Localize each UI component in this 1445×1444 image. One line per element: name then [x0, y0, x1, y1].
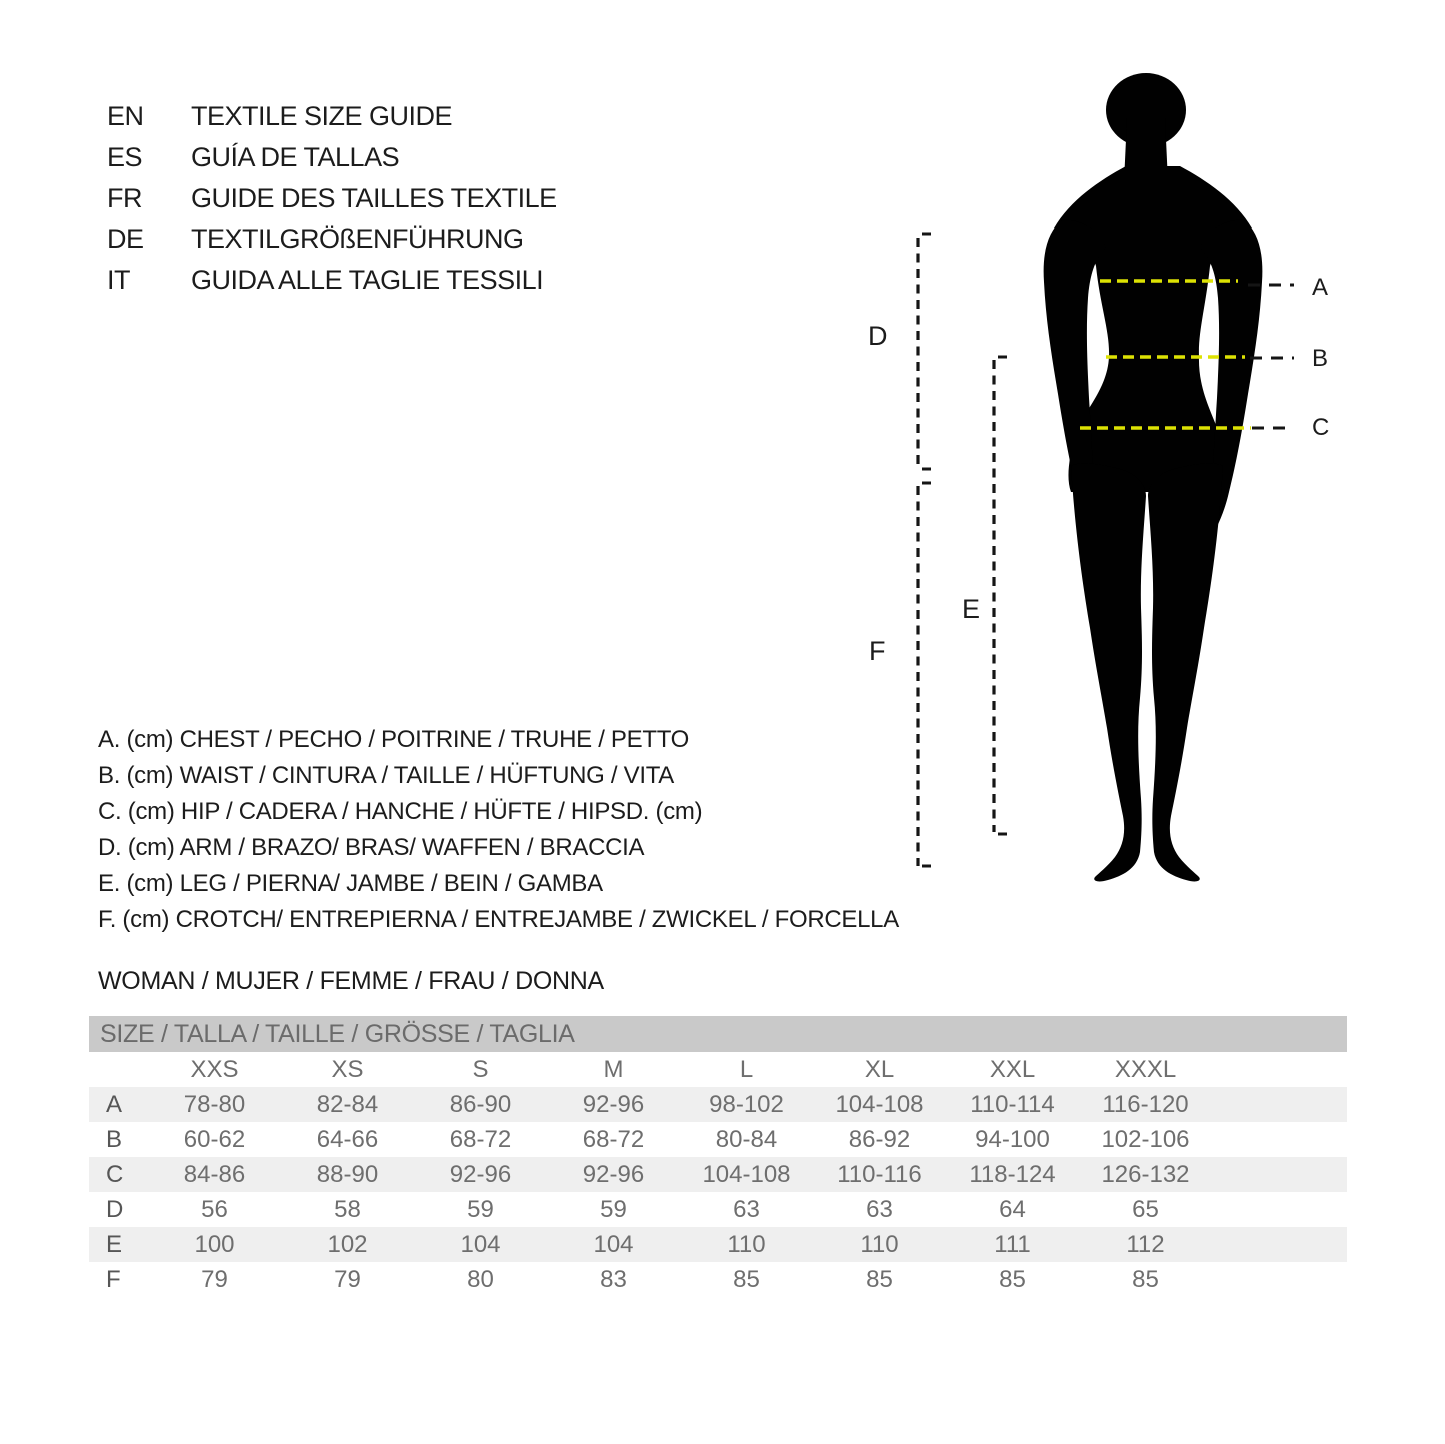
language-code: ES [107, 142, 143, 172]
marker-label-chest: A [1312, 274, 1329, 301]
woman-silhouette-figure [840, 50, 1360, 910]
language-code: DE [107, 224, 144, 254]
cell-value: 98-102 [709, 1091, 784, 1118]
cell-value: 86-92 [848, 1126, 911, 1153]
cell-value: 112 [1126, 1231, 1165, 1258]
left-leg-shape [1071, 463, 1146, 881]
size-table-header-row [89, 1052, 1347, 1087]
filler-cell [1212, 1262, 1347, 1297]
cell-value: 111 [994, 1231, 1031, 1258]
filler-cell [1212, 1052, 1347, 1087]
cell-value: 88-90 [316, 1161, 379, 1188]
woman-silhouette [1044, 73, 1263, 881]
row-label: C [106, 1161, 124, 1188]
measurement-desc-hip: C. (cm) HIP / CADERA / HANCHE / HÜFTE / HIPSD. (cm) [98, 798, 703, 825]
cell-value: 104 [460, 1231, 501, 1258]
size-table [89, 1016, 1347, 1297]
table-row-chest [89, 1087, 1347, 1122]
language-row-it [107, 260, 557, 301]
marker-label-hip: C [1312, 414, 1330, 441]
body-measurement-diagram [840, 50, 1360, 910]
right-leg-shape [1148, 463, 1223, 881]
guide-title: GUIDE DES TAILLES TEXTILE [191, 183, 557, 213]
cell-value: 100 [194, 1231, 235, 1258]
cell-value: 104 [593, 1231, 634, 1258]
language-title-list [107, 96, 557, 301]
leg-dimension-ticks [998, 357, 1007, 834]
language-row-fr [107, 178, 557, 219]
cell-value: 63 [866, 1196, 893, 1223]
filler-cell [1212, 1227, 1347, 1262]
cell-value: 65 [1132, 1196, 1159, 1223]
arm-dimension-ticks [922, 234, 931, 469]
cell-value: 56 [201, 1196, 228, 1223]
size-col-xs: XS [331, 1056, 364, 1083]
cell-value: 85 [1132, 1266, 1159, 1293]
cell-value: 64 [999, 1196, 1026, 1223]
size-header-empty [89, 1052, 148, 1087]
language-code: FR [107, 183, 142, 213]
gender-heading: WOMAN / MUJER / FEMME / FRAU / DONNA [98, 967, 604, 995]
row-label: E [106, 1231, 123, 1258]
cell-value: 83 [600, 1266, 627, 1293]
filler-cell [1212, 1122, 1347, 1157]
table-row-arm [89, 1192, 1347, 1227]
cell-value: 102-106 [1101, 1126, 1190, 1153]
row-label: F [106, 1266, 121, 1293]
size-col-xl: XL [864, 1056, 895, 1083]
cell-value: 116-120 [1102, 1091, 1189, 1118]
cell-value: 110 [860, 1231, 899, 1258]
size-col-xxl: XXL [989, 1056, 1036, 1083]
filler-cell [1212, 1087, 1347, 1122]
row-label: D [106, 1196, 124, 1223]
table-row-hip [89, 1157, 1347, 1192]
dimension-lines [918, 234, 1007, 866]
cell-value: 60-62 [183, 1126, 246, 1153]
cell-value: 80 [467, 1266, 494, 1293]
language-code: IT [107, 265, 130, 295]
cell-value: 94-100 [975, 1126, 1050, 1153]
filler-cell [1212, 1192, 1347, 1227]
cell-value: 85 [733, 1266, 760, 1293]
table-row-crotch [89, 1262, 1347, 1297]
cell-value: 82-84 [316, 1091, 379, 1118]
marker-label-arm: D [868, 321, 888, 351]
cell-value: 104-108 [702, 1161, 791, 1188]
cell-value: 63 [733, 1196, 760, 1223]
cell-value: 59 [467, 1196, 494, 1223]
measurement-description-list [98, 722, 899, 938]
guide-title: TEXTILGRÖßENFÜHRUNG [191, 224, 524, 254]
size-col-xxs: XXS [190, 1056, 239, 1083]
cell-value: 80-84 [715, 1126, 778, 1153]
cell-value: 79 [334, 1266, 361, 1293]
measurement-desc-waist: B. (cm) WAIST / CINTURA / TAILLE / HÜFTUNG / VITA [98, 762, 675, 789]
cell-value: 58 [334, 1196, 361, 1223]
cell-value: 85 [999, 1266, 1026, 1293]
size-table-title-bar: SIZE / TALLA / TAILLE / GRÖSSE / TAGLIA [89, 1016, 1347, 1052]
cell-value: 68-72 [582, 1126, 645, 1153]
row-label: B [106, 1126, 123, 1153]
cell-value: 110-114 [970, 1091, 1055, 1118]
size-col-m: M [603, 1056, 624, 1083]
cell-value: 85 [866, 1266, 893, 1293]
cell-value: 79 [201, 1266, 228, 1293]
crotch-dimension-ticks [922, 483, 931, 866]
cell-value: 92-96 [582, 1161, 645, 1188]
cell-value: 92-96 [582, 1091, 645, 1118]
measurement-desc-crotch: F. (cm) CROTCH/ ENTREPIERNA / ENTREJAMBE / ZWICKEL / FORCELLA [98, 906, 899, 933]
cell-value: 110 [727, 1231, 766, 1258]
cell-value: 102 [327, 1231, 368, 1258]
cell-value: 110-116 [837, 1161, 922, 1188]
cell-value: 68-72 [449, 1126, 512, 1153]
cell-value: 59 [600, 1196, 627, 1223]
row-label: A [106, 1091, 123, 1118]
cell-value: 78-80 [183, 1091, 246, 1118]
cell-value: 84-86 [183, 1161, 246, 1188]
table-row-leg [89, 1227, 1347, 1262]
language-row-es [107, 137, 557, 178]
language-row-de [107, 219, 557, 260]
guide-title: TEXTILE SIZE GUIDE [191, 101, 453, 131]
measurement-desc-leg: E. (cm) LEG / PIERNA/ JAMBE / BEIN / GAMBA [98, 870, 603, 897]
cell-value: 118-124 [969, 1161, 1056, 1188]
marker-label-waist: B [1312, 345, 1329, 372]
cell-value: 126-132 [1101, 1161, 1190, 1188]
marker-label-crotch: F [869, 636, 886, 666]
cell-value: 86-90 [449, 1091, 512, 1118]
cell-value: 104-108 [835, 1091, 924, 1118]
guide-title: GUÍA DE TALLAS [191, 142, 400, 172]
size-col-xxxl: XXXL [1114, 1056, 1177, 1083]
cell-value: 92-96 [449, 1161, 512, 1188]
cell-value: 64-66 [316, 1126, 379, 1153]
language-code: EN [107, 101, 144, 131]
marker-label-leg: E [962, 594, 981, 624]
language-row-en [107, 96, 557, 137]
filler-cell [1212, 1157, 1347, 1192]
guide-title: GUIDA ALLE TAGLIE TESSILI [191, 265, 544, 295]
measurement-desc-arm: D. (cm) ARM / BRAZO/ BRAS/ WAFFEN / BRACCIA [98, 834, 645, 861]
table-row-waist [89, 1122, 1347, 1157]
size-col-s: S [472, 1056, 489, 1083]
measurement-desc-chest: A. (cm) CHEST / PECHO / POITRINE / TRUHE / PETTO [98, 726, 690, 753]
size-col-l: L [739, 1056, 754, 1083]
